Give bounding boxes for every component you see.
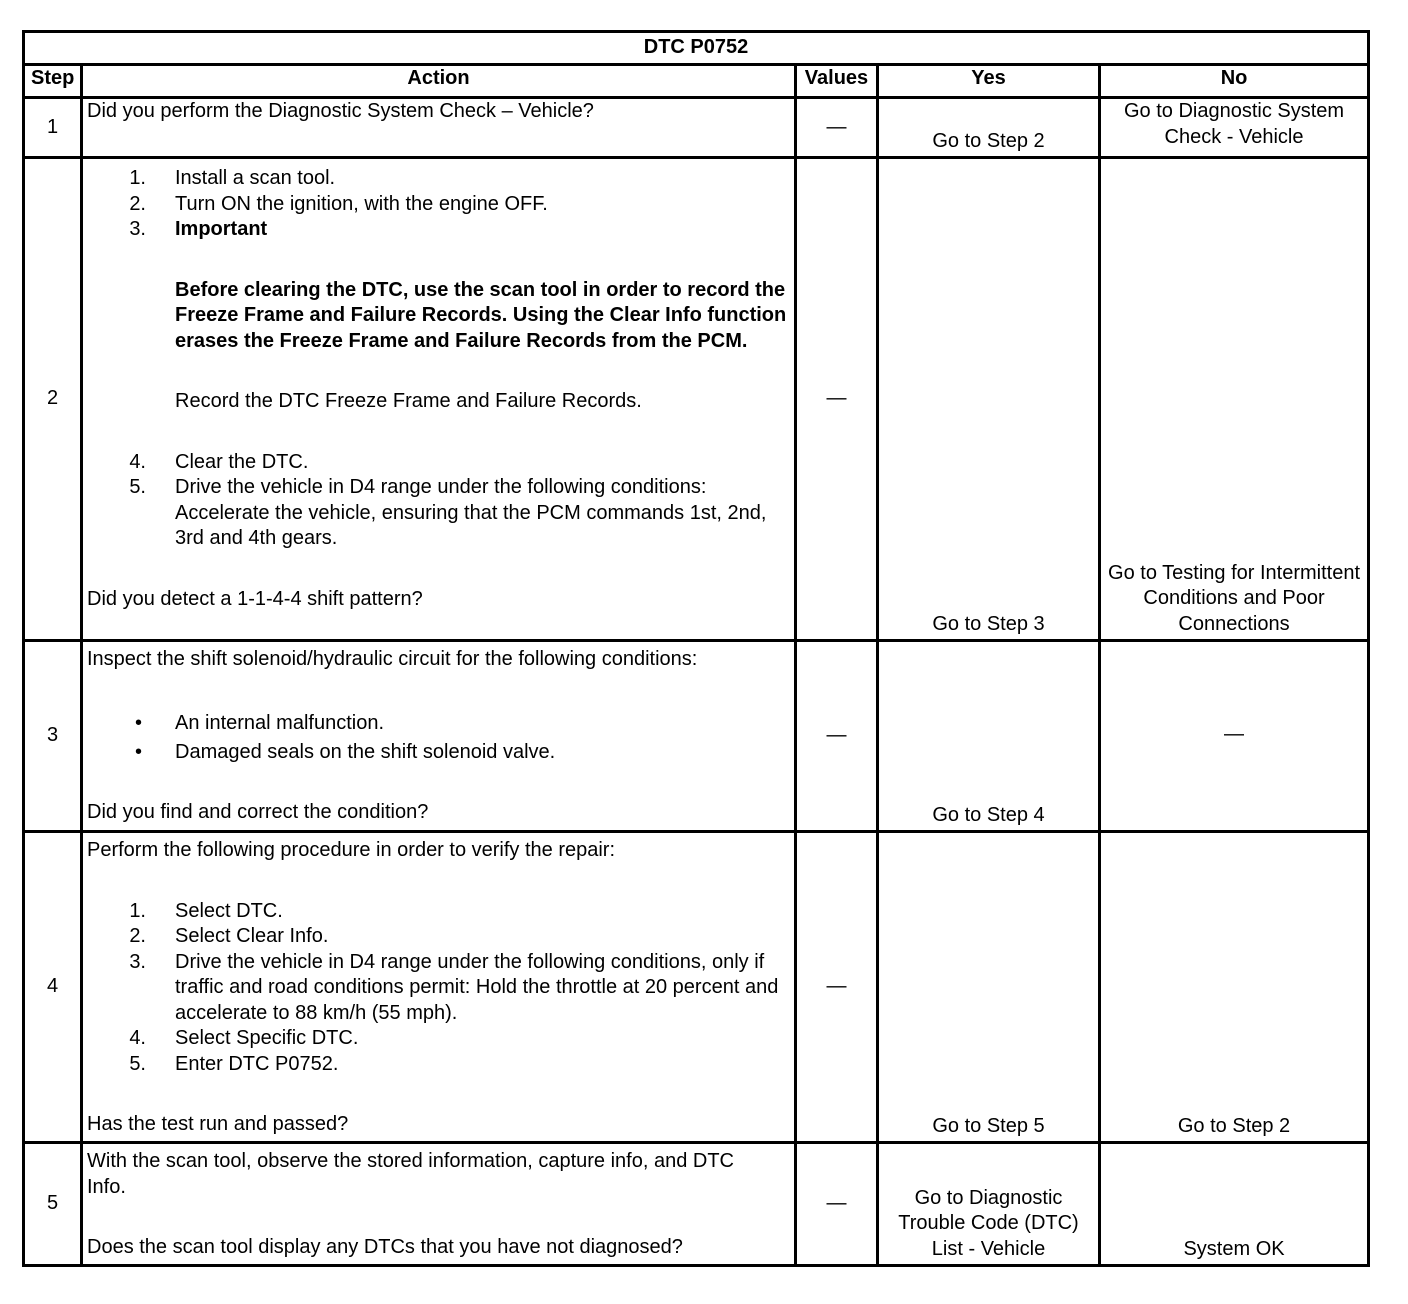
question: Did you detect a 1-1-4-4 shift pattern? bbox=[87, 587, 423, 610]
table-title: DTC P0752 bbox=[24, 32, 1369, 65]
action-cell bbox=[82, 832, 796, 1143]
record-instruction: Record the DTC Freeze Frame and Failure Records. bbox=[175, 390, 642, 412]
no-cell: System OK bbox=[1100, 1143, 1369, 1266]
procedure-list bbox=[87, 450, 788, 552]
list-item: 3. Important bbox=[129, 218, 268, 240]
table-row bbox=[24, 832, 1369, 1143]
value-cell: — bbox=[796, 641, 878, 832]
no-cell: Go to Testing for Intermittent Conditions and Poor Connections bbox=[1100, 158, 1369, 641]
action-cell bbox=[82, 1143, 796, 1266]
list-item: 5. Enter DTC P0752. bbox=[129, 1052, 339, 1075]
yes-cell: Go to Step 3 bbox=[878, 158, 1100, 641]
header-values: Values bbox=[796, 65, 878, 98]
header-action: Action bbox=[82, 65, 796, 98]
table-row bbox=[24, 1143, 1369, 1266]
step-number: 3 bbox=[24, 641, 82, 832]
step-number: 4 bbox=[24, 832, 82, 1143]
header-no: No bbox=[1100, 65, 1369, 98]
list-item: • An internal malfunction. bbox=[134, 711, 385, 734]
action-intro: Inspect the shift solenoid/hydraulic circuit for the following conditions: bbox=[87, 648, 698, 670]
list-item: 1. Select DTC. bbox=[129, 899, 283, 922]
question: Does the scan tool display any DTCs that you have not diagnosed? bbox=[87, 1236, 683, 1258]
action-intro: Perform the following procedure in order to verify the repair: bbox=[87, 839, 616, 861]
header-yes: Yes bbox=[878, 65, 1100, 98]
yes-cell: Go to Diagnostic Trouble Code (DTC) List - Vehicle bbox=[878, 1143, 1100, 1266]
no-cell: Go to Diagnostic System Check - Vehicle bbox=[1100, 98, 1369, 158]
list-item: 3. Drive the vehicle in D4 range under the following conditions, only if traffic and road conditions permit: Hold the throttle at 20 percent and accelerate to 88 km/h (55 mph). bbox=[129, 950, 779, 1024]
step-number: 5 bbox=[24, 1143, 82, 1266]
header-row bbox=[24, 65, 1369, 98]
value-cell: — bbox=[796, 158, 878, 641]
table-row bbox=[24, 98, 1369, 158]
yes-cell: Go to Step 5 bbox=[878, 832, 1100, 1143]
action-intro: With the scan tool, observe the stored information, capture info, and DTC Info. bbox=[87, 1150, 734, 1198]
action-cell bbox=[82, 641, 796, 832]
no-cell: — bbox=[1100, 641, 1369, 832]
yes-cell: Go to Step 2 bbox=[878, 98, 1100, 158]
important-note: Before clearing the DTC, use the scan tool in order to record the Freeze Frame and Failure Records. Using the Clear Info function erases the Freeze Frame and Failure Records from the PCM. bbox=[175, 278, 787, 352]
question: Has the test run and passed? bbox=[87, 1113, 349, 1135]
list-item: 5. Drive the vehicle in D4 range under the following conditions: Accelerate the vehicle, ensuring that the PCM commands 1st, 2nd, 3rd and 4th gears. bbox=[129, 476, 767, 549]
action-cell bbox=[82, 158, 796, 641]
list-item: 1. Install a scan tool. bbox=[129, 167, 336, 189]
table-row bbox=[24, 641, 1369, 832]
header-step: Step bbox=[24, 65, 82, 98]
procedure-list bbox=[87, 166, 788, 243]
list-item: 2. Select Clear Info. bbox=[129, 925, 329, 947]
list-item: 2. Turn ON the ignition, with the engine OFF. bbox=[129, 192, 548, 215]
action-text: Did you perform the Diagnostic System Check – Vehicle? bbox=[82, 98, 796, 158]
table-row bbox=[24, 158, 1369, 641]
value-cell: — bbox=[796, 98, 878, 158]
procedure-list bbox=[87, 899, 788, 1078]
no-cell: Go to Step 2 bbox=[1100, 832, 1369, 1143]
condition-list bbox=[87, 711, 788, 766]
list-item: • Damaged seals on the shift solenoid valve. bbox=[134, 741, 556, 763]
value-cell: — bbox=[796, 1143, 878, 1266]
yes-cell: Go to Step 4 bbox=[878, 641, 1100, 832]
list-item: 4. Select Specific DTC. bbox=[129, 1027, 359, 1049]
dtc-table bbox=[22, 30, 1370, 1267]
step-number: 1 bbox=[24, 98, 82, 158]
question: Did you find and correct the condition? bbox=[87, 800, 429, 823]
step-number: 2 bbox=[24, 158, 82, 641]
value-cell: — bbox=[796, 832, 878, 1143]
list-item: 4. Clear the DTC. bbox=[129, 450, 309, 473]
